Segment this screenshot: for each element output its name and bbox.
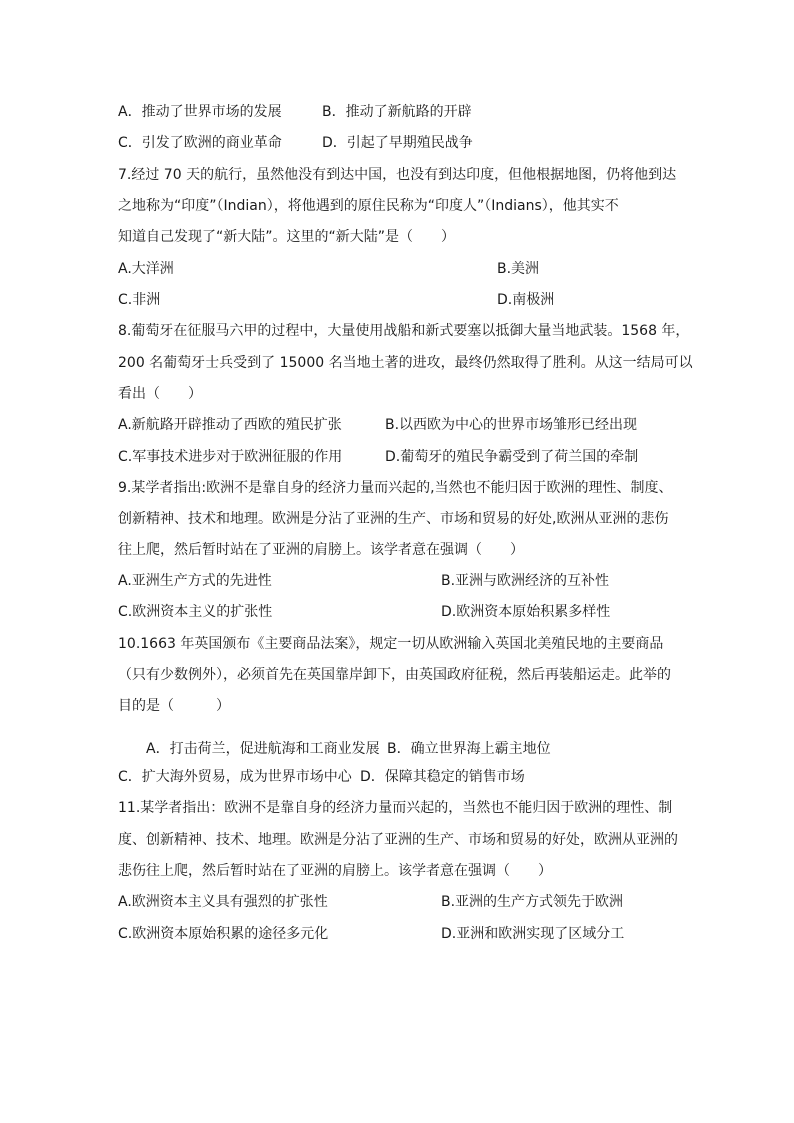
q7-option-c: C.非洲 [118, 292, 161, 308]
q8-stem-line-3: 看出（ ） [118, 386, 202, 402]
q6-option-d: D．引起了早期殖民战争 [322, 135, 473, 151]
q8-option-b: B.以西欧为中心的世界市场雏形已经出现 [385, 417, 638, 433]
q7-stem-line-3: 知道自己发现了“新大陆”。这里的“新大陆”是（ ） [118, 229, 456, 245]
q11-option-d: D.亚洲和欧洲实现了区域分工 [441, 926, 625, 942]
q8-option-d: D.葡萄牙的殖民争霸受到了荷兰国的牵制 [385, 449, 639, 465]
q9-stem-line-1: 9.某学者指出:欧洲不是靠自身的经济力量而兴起的,当然也不能归因于欧洲的理性、制度、 [118, 480, 673, 496]
q10-stem-line-3: 目的是（ ） [118, 698, 230, 714]
q10-option-c: C．扩大海外贸易，成为世界市场中心 [118, 769, 352, 785]
q9-option-a: A.亚洲生产方式的先进性 [118, 573, 272, 589]
q9-option-d: D.欧洲资本原始积累多样性 [441, 604, 611, 620]
q6-option-a: A．推动了世界市场的发展 [118, 104, 282, 120]
q10-stem-line-2: （只有少数例外），必须首先在英国靠岸卸下，由英国政府征税，然后再装船运走。此举的 [118, 667, 671, 683]
q9-stem-line-3: 往上爬，然后暂时站在了亚洲的肩膀上。该学者意在强调（ ） [118, 542, 524, 558]
q9-stem-line-2: 创新精神、技术和地理。欧洲是分沾了亚洲的生产、市场和贸易的好处,欧洲从亚洲的悲伤 [118, 511, 669, 527]
q6-option-c: C．引发了欧洲的商业革命 [118, 135, 282, 151]
q8-stem-line-2: 200 名葡萄牙士兵受到了 15000 名当地土著的进攻，最终仍然取得了胜利。从这一结局可以 [118, 355, 693, 371]
q7-stem-line-1: 7.经过 70 天的航行，虽然他没有到达中国，也没有到达印度，但他根据地图，仍将他到达 [118, 167, 677, 183]
q8-stem-line-1: 8.葡萄牙在征服马六甲的过程中，大量使用战船和新式要塞以抵御大量当地武装。1568 年， [118, 323, 690, 339]
q10-stem-line-1: 10.1663 年英国颁布《主要商品法案》，规定一切从欧洲输入英国北美殖民地的主要商品 [118, 636, 664, 652]
q7-stem-line-2: 之地称为“印度”（Indian），将他遇到的原住民称为“印度人”（Indians），他其实不 [118, 198, 619, 214]
q11-option-c: C.欧洲资本原始积累的途径多元化 [118, 926, 329, 942]
q7-option-a: A.大洋洲 [118, 261, 174, 277]
q9-option-c: C.欧洲资本主义的扩张性 [118, 604, 273, 620]
q10-option-d: D．保障其稳定的销售市场 [360, 769, 525, 785]
q7-option-d: D.南极洲 [497, 292, 555, 308]
q8-option-c: C.军事技术进步对于欧洲征服的作用 [118, 449, 343, 465]
q11-option-a: A.欧洲资本主义具有强烈的扩张性 [118, 894, 328, 910]
q10-option-a: A．打击荷兰，促进航海和工商业发展 [146, 741, 380, 757]
q6-option-b: B．推动了新航路的开辟 [322, 104, 472, 120]
q11-stem-line-2: 度、创新精神、技术、地理。欧洲是分沾了亚洲的生产、市场和贸易的好处，欧洲从亚洲的 [118, 832, 678, 848]
q9-option-b: B.亚洲与欧洲经济的互补性 [441, 573, 610, 589]
q11-stem-line-1: 11.某学者指出：欧洲不是靠自身的经济力量而兴起的，当然也不能归因于欧洲的理性、制 [118, 800, 673, 816]
q7-option-b: B.美洲 [497, 261, 540, 277]
q8-option-a: A.新航路开辟推动了西欧的殖民扩张 [118, 417, 342, 433]
q11-stem-line-3: 悲伤往上爬，然后暂时站在了亚洲的肩膀上。该学者意在强调（ ） [118, 863, 552, 879]
q10-option-b: B．确立世界海上霸主地位 [387, 741, 551, 757]
q11-option-b: B.亚洲的生产方式领先于欧洲 [441, 894, 624, 910]
